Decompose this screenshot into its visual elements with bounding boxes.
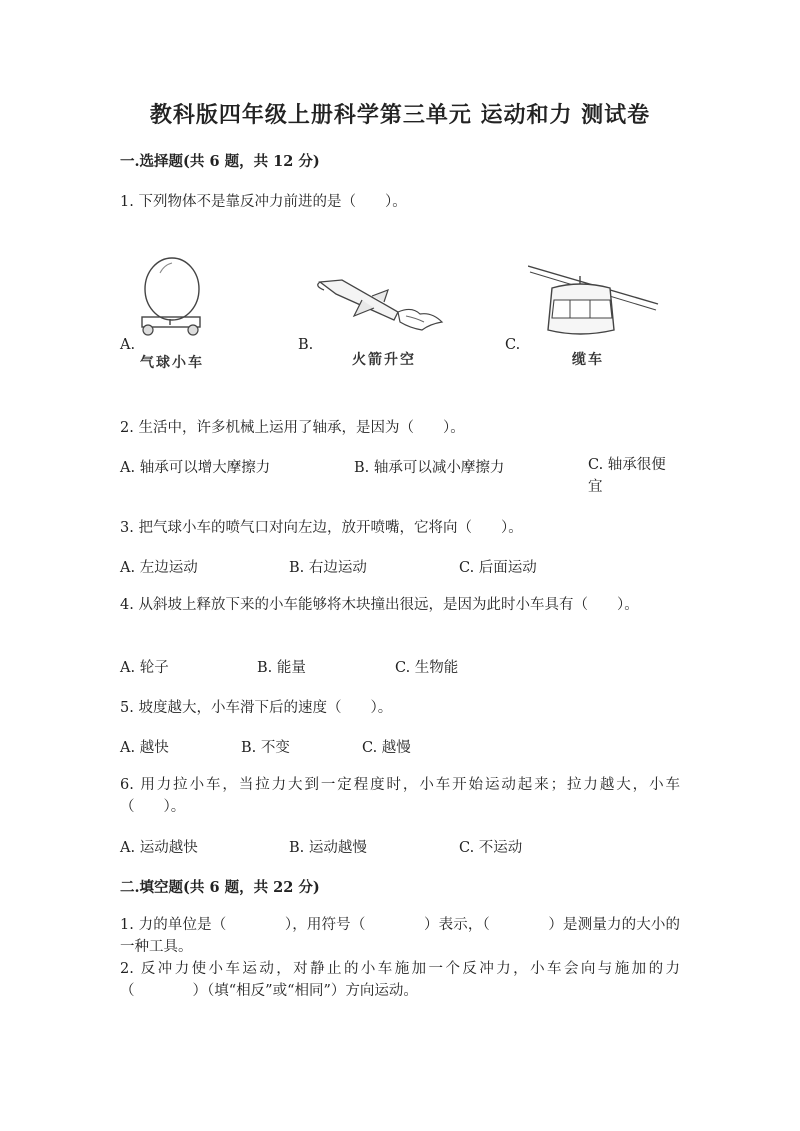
q1-option-a-caption: 气球小车 — [140, 355, 204, 371]
fill-question-1: 1. 力的单位是（ ），用符号（ ）表示，（ ）是测量力的大小的一种工具。 — [120, 917, 680, 955]
section-header-choice: 一.选择题(共 6 题，共 12 分) — [120, 153, 320, 170]
q6-option-a: A. 运动越快 — [120, 840, 198, 856]
q1-option-c-caption: 缆车 — [572, 352, 604, 368]
q3-option-b: B. 右边运动 — [289, 560, 367, 576]
q1-option-b-letter: B. — [298, 337, 314, 353]
balloon-car-icon — [130, 255, 215, 337]
question-3-stem: 3. 把气球小车的喷气口对向左边，放开喷嘴，它将向（ ）。 — [120, 520, 523, 536]
question-1-stem: 1. 下列物体不是靠反冲力前进的是（ ）。 — [120, 194, 407, 210]
q5-option-b: B. 不变 — [241, 740, 290, 756]
q5-option-c: C. 越慢 — [362, 740, 411, 756]
question-2-stem: 2. 生活中，许多机械上运用了轴承，是因为（ ）。 — [120, 420, 465, 436]
question-6-stem: 6. 用力拉小车，当拉力大到一定程度时，小车开始运动起来；拉力越大，小车（ ）。 — [120, 777, 680, 815]
q1-option-b-caption: 火箭升空 — [352, 352, 416, 368]
q4-option-a: A. 轮子 — [120, 660, 169, 676]
cable-car-icon — [528, 260, 660, 344]
fill-question-2: 2. 反冲力使小车运动，对静止的小车施加一个反冲力，小车会向与施加的力（ ）（填“相反”或“相同”）方向运动。 — [120, 961, 680, 999]
q2-option-a: A. 轴承可以增大摩擦力 — [120, 460, 271, 476]
q3-option-a: A. 左边运动 — [120, 560, 198, 576]
q2-option-b: B. 轴承可以减小摩擦力 — [354, 460, 505, 476]
q1-option-c-letter: C. — [505, 337, 521, 353]
q4-option-b: B. 能量 — [257, 660, 306, 676]
q6-option-b: B. 运动越慢 — [289, 840, 367, 856]
section-header-fill-in: 二.填空题(共 6 题，共 22 分) — [120, 879, 320, 896]
rocket-icon — [312, 272, 454, 342]
question-5-stem: 5. 坡度越大，小车滑下后的速度（ ）。 — [120, 700, 393, 716]
q1-option-a-letter: A. — [120, 337, 136, 353]
q2-option-c: C. 轴承很便宜 — [588, 457, 666, 495]
question-4-stem: 4. 从斜坡上释放下来的小车能够将木块撞出很远，是因为此时小车具有（ ）。 — [120, 597, 639, 613]
q5-option-a: A. 越快 — [120, 740, 169, 756]
page-title: 教科版四年级上册科学第三单元 运动和力 测试卷 — [149, 102, 651, 128]
q6-option-c: C. 不运动 — [459, 840, 523, 856]
q4-option-c: C. 生物能 — [395, 660, 459, 676]
q3-option-c: C. 后面运动 — [459, 560, 537, 576]
